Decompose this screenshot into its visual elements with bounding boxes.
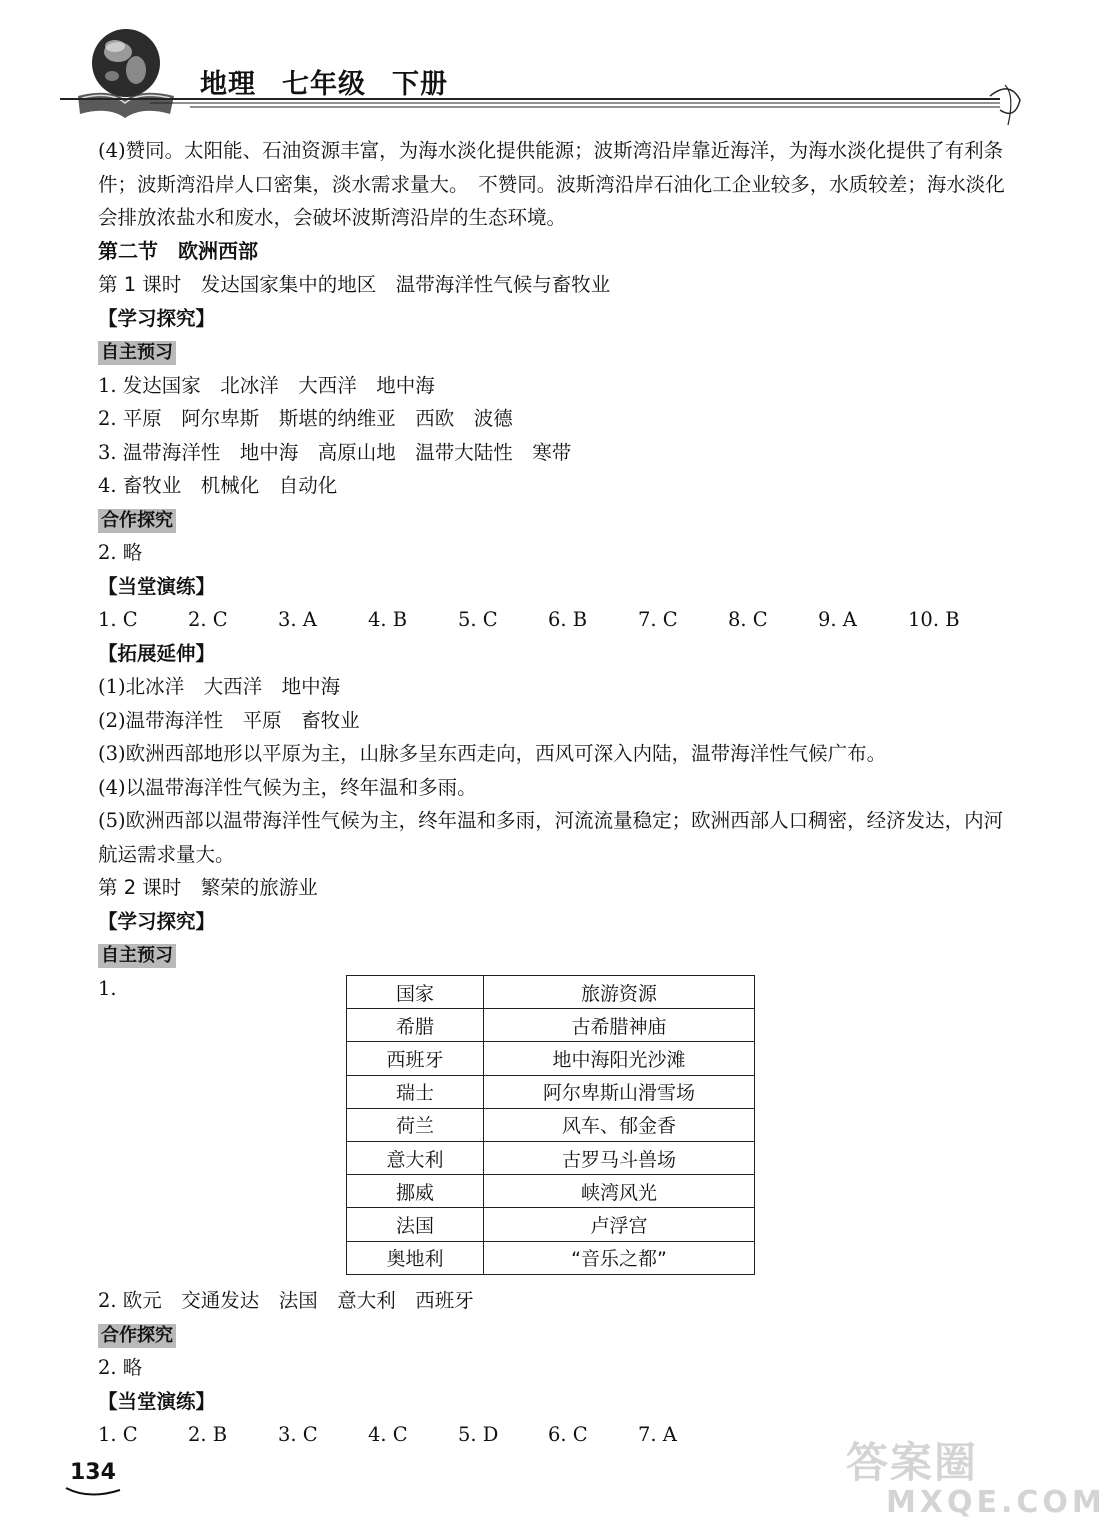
answer-item: 3. C (278, 1423, 318, 1446)
watermark-top-text: 答案圈 (846, 1438, 979, 1487)
answer-item: 1. C (98, 608, 138, 631)
tourism-table-wrap (346, 975, 755, 1275)
preview-tag-2: 自主预习 (98, 944, 176, 968)
table-header-row (347, 976, 755, 1009)
answer-item: 6. B (548, 608, 588, 631)
header-volume: 下册 (392, 69, 448, 100)
preview-item-2: 2. 平原 阿尔卑斯 斯堪的纳维亚 西欧 波德 (98, 407, 513, 430)
table-header-country: 国家 (347, 976, 484, 1009)
answer-item: 7. A (638, 1423, 677, 1446)
header-rule (0, 0, 1060, 140)
table-header-resource: 旅游资源 (484, 976, 755, 1009)
study-heading-1: 【学习探究】 (98, 306, 216, 330)
table-cell-resource: “音乐之都” (484, 1241, 755, 1274)
extension-item-2: (2)温带海洋性 平原 畜牧业 (98, 708, 360, 732)
table-item-number: 1. (98, 976, 117, 1000)
answer-item: 8. C (728, 608, 768, 631)
answer-item: 5. D (458, 1423, 499, 1446)
table-cell-country: 法国 (347, 1208, 484, 1241)
answer-item: 4. C (368, 1423, 408, 1446)
practice-heading-1: 【当堂演练】 (98, 574, 216, 598)
table-row (347, 1075, 755, 1108)
page-header (0, 0, 1060, 140)
preview-item-3: 3. 温带海洋性 地中海 高原山地 温带大陆性 寒带 (98, 440, 572, 464)
table-cell-country: 希腊 (347, 1009, 484, 1042)
answer-content (98, 134, 1018, 1005)
answer-item: 2. C (188, 608, 228, 631)
lesson-1-title: 第 1 课时 发达国家集中的地区 温带海洋性气候与畜牧业 (98, 273, 611, 296)
table-row (347, 1009, 755, 1042)
page-number-swoosh (64, 1486, 124, 1500)
preview-item-4: 4. 畜牧业 机械化 自动化 (98, 474, 338, 497)
page-number (70, 1460, 116, 1485)
practice-answers-1 (98, 603, 1018, 637)
section-title: 第二节 欧洲西部 (98, 238, 258, 263)
study-heading-2: 【学习探究】 (98, 909, 216, 933)
table-cell-resource: 阿尔卑斯山滑雪场 (484, 1075, 755, 1108)
cooperate-item-2: 2. 略 (98, 1356, 143, 1379)
answer-item: 4. B (368, 608, 408, 631)
extension-item-1: (1)北冰洋 大西洋 地中海 (98, 675, 341, 698)
table-cell-country: 意大利 (347, 1141, 484, 1174)
answer-item: 2. B (188, 1423, 228, 1446)
answer-paragraph-4: (4)赞同。太阳能、石油资源丰富，为海水淡化提供能源；波斯湾沿岸靠近海洋，为海水淡化提供了有利条件；波斯湾沿岸人口密集，淡水需求量大。 不赞同。波斯湾沿岸石油化工企业较多，水质较差；海水淡化会排放浓盐水和废水，会破坏波斯湾沿岸的生态环境。 (98, 139, 1005, 229)
extension-item-3: (3)欧洲西部地形以平原为主，山脉多呈东西走向，西风可深入内陆，温带海洋性气候广布。 (98, 742, 887, 765)
cooperate-item-1: 2. 略 (98, 541, 143, 564)
cooperate-tag-1: 合作探究 (98, 509, 176, 533)
practice-heading-2: 【当堂演练】 (98, 1389, 216, 1413)
table-cell-country: 奥地利 (347, 1241, 484, 1274)
table-row (347, 1208, 755, 1241)
table-row (347, 1042, 755, 1075)
lesson-2-title: 第 2 课时 繁荣的旅游业 (98, 876, 318, 899)
answer-item: 10. B (908, 608, 960, 631)
header-subject: 地理 (200, 69, 256, 100)
table-cell-country: 荷兰 (347, 1108, 484, 1141)
watermark-logo (846, 1438, 1106, 1532)
preview-item-2-2: 2. 欧元 交通发达 法国 意大利 西班牙 (98, 1289, 474, 1312)
page-number-text: 134 (70, 1460, 116, 1485)
table-cell-resource: 卢浮宫 (484, 1208, 755, 1241)
cooperate-tag-2: 合作探究 (98, 1324, 176, 1348)
preview-item-1: 1. 发达国家 北冰洋 大西洋 地中海 (98, 373, 435, 397)
extension-item-5: (5)欧洲西部以温带海洋性气候为主，终年温和多雨，河流流量稳定；欧洲西部人口稠密，经济发达，内河航运需求量大。 (98, 809, 1004, 866)
answer-content-lower (98, 1284, 1018, 1452)
header-grade: 七年级 (282, 69, 366, 100)
table-row (347, 1141, 755, 1174)
table-cell-resource: 古希腊神庙 (484, 1009, 755, 1042)
table-row (347, 1175, 755, 1208)
answer-item: 5. C (458, 608, 498, 631)
watermark-bottom-text: MXQE.COM (886, 1485, 1106, 1520)
table-row (347, 1241, 755, 1274)
preview-tag-1: 自主预习 (98, 341, 176, 365)
extension-item-4: (4)以温带海洋性气候为主，终年温和多雨。 (98, 775, 477, 799)
answer-item: 9. A (818, 608, 857, 631)
table-cell-country: 瑞士 (347, 1075, 484, 1108)
tourism-table (346, 975, 755, 1275)
answer-item: 7. C (638, 608, 678, 631)
answer-item: 1. C (98, 1423, 138, 1446)
table-cell-resource: 风车、郁金香 (484, 1108, 755, 1141)
table-row (347, 1108, 755, 1141)
answer-item: 6. C (548, 1423, 588, 1446)
table-cell-resource: 峡湾风光 (484, 1175, 755, 1208)
table-cell-resource: 古罗马斗兽场 (484, 1141, 755, 1174)
table-cell-country: 西班牙 (347, 1042, 484, 1075)
table-cell-resource: 地中海阳光沙滩 (484, 1042, 755, 1075)
extension-heading: 【拓展延伸】 (98, 641, 216, 665)
table-cell-country: 挪威 (347, 1175, 484, 1208)
answer-item: 3. A (278, 608, 317, 631)
